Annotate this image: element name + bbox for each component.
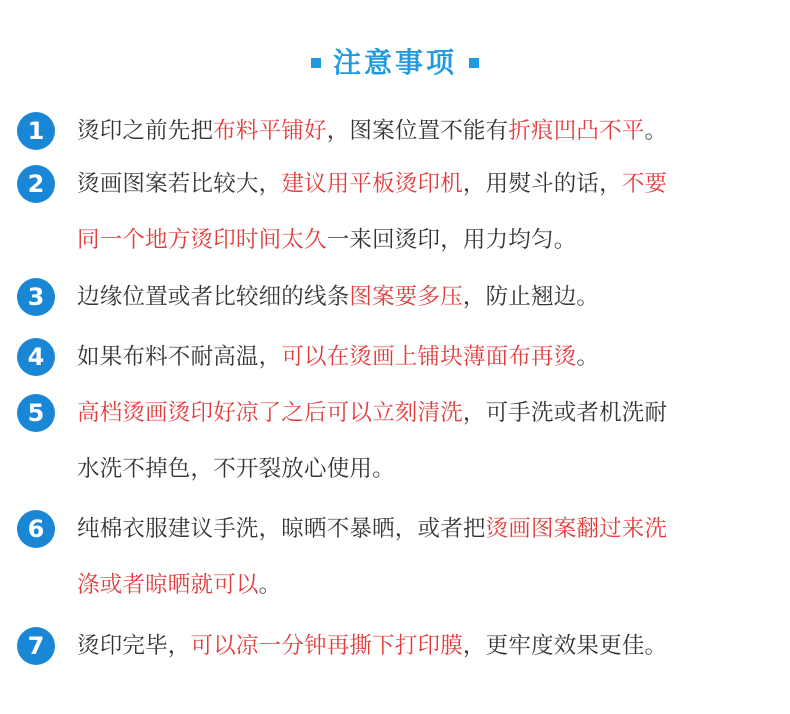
number-badge-icon: 4 xyxy=(17,338,55,376)
plain-text: 一来回烫印，用力均匀。 xyxy=(326,227,577,253)
highlight-text: 布料平铺好 xyxy=(213,118,327,144)
plain-text: ，防止翘边。 xyxy=(462,284,600,310)
page-title: 注意事项 xyxy=(332,46,457,79)
highlight-text: 同一个地方烫印时间太久 xyxy=(77,227,327,253)
highlight-text: 涤或者晾晒就可以 xyxy=(77,572,259,598)
title-row xyxy=(0,38,790,88)
highlight-text: 建议用平板烫印机 xyxy=(281,171,463,197)
number-badge-icon: 3 xyxy=(17,278,55,316)
notice-line xyxy=(77,454,395,484)
number-badge-icon: 2 xyxy=(17,165,55,203)
plain-text: 烫印完毕， xyxy=(77,633,191,659)
plain-text: ，图案位置不能有 xyxy=(326,118,509,144)
plain-text: 烫画图案若比较大， xyxy=(77,171,282,197)
number-badge-icon: 5 xyxy=(17,394,55,432)
plain-text: 纯棉衣服建议手洗，晾晒不暴晒，或者把 xyxy=(77,516,486,542)
highlight-text: 可以在烫画上铺块薄面布再烫 xyxy=(281,344,577,370)
notice-line xyxy=(77,169,667,199)
plain-text: 。 xyxy=(258,572,282,598)
plain-text: ，用熨斗的话， xyxy=(462,171,622,197)
highlight-text: 不要 xyxy=(621,171,668,197)
plain-text: 。 xyxy=(576,344,600,370)
number-badge-icon: 1 xyxy=(17,112,55,150)
plain-text: 边缘位置或者比较细的线条 xyxy=(77,284,350,310)
highlight-text: 高档烫画烫印好凉了之后可以立刻清洗 xyxy=(77,400,463,426)
plain-text: ，可手洗或者机洗耐 xyxy=(462,400,668,426)
plain-text: 烫印之前先把 xyxy=(77,118,214,144)
notice-line xyxy=(77,225,576,255)
highlight-text: 烫画图案翻过来洗 xyxy=(485,516,668,542)
notice-line xyxy=(77,514,667,544)
plain-text: 如果布料不耐高温， xyxy=(77,344,282,370)
notice-line xyxy=(77,631,667,661)
title-left-square xyxy=(311,58,321,68)
notice-line xyxy=(77,570,281,600)
plain-text: 。 xyxy=(644,118,668,144)
notice-line xyxy=(77,342,599,372)
title-right-square xyxy=(469,58,479,68)
number-badge-icon: 6 xyxy=(17,510,55,548)
number-badge-icon: 7 xyxy=(17,627,55,665)
highlight-text: 可以凉一分钟再撕下打印膜 xyxy=(190,633,463,659)
highlight-text: 图案要多压 xyxy=(349,284,463,310)
plain-text: ，更牢度效果更佳。 xyxy=(462,633,668,659)
notice-line xyxy=(77,398,667,428)
notice-line xyxy=(77,282,599,312)
highlight-text: 折痕凹凸不平 xyxy=(508,118,645,144)
plain-text: 水洗不掉色，不开裂放心使用。 xyxy=(77,456,395,482)
notice-line xyxy=(77,116,667,146)
